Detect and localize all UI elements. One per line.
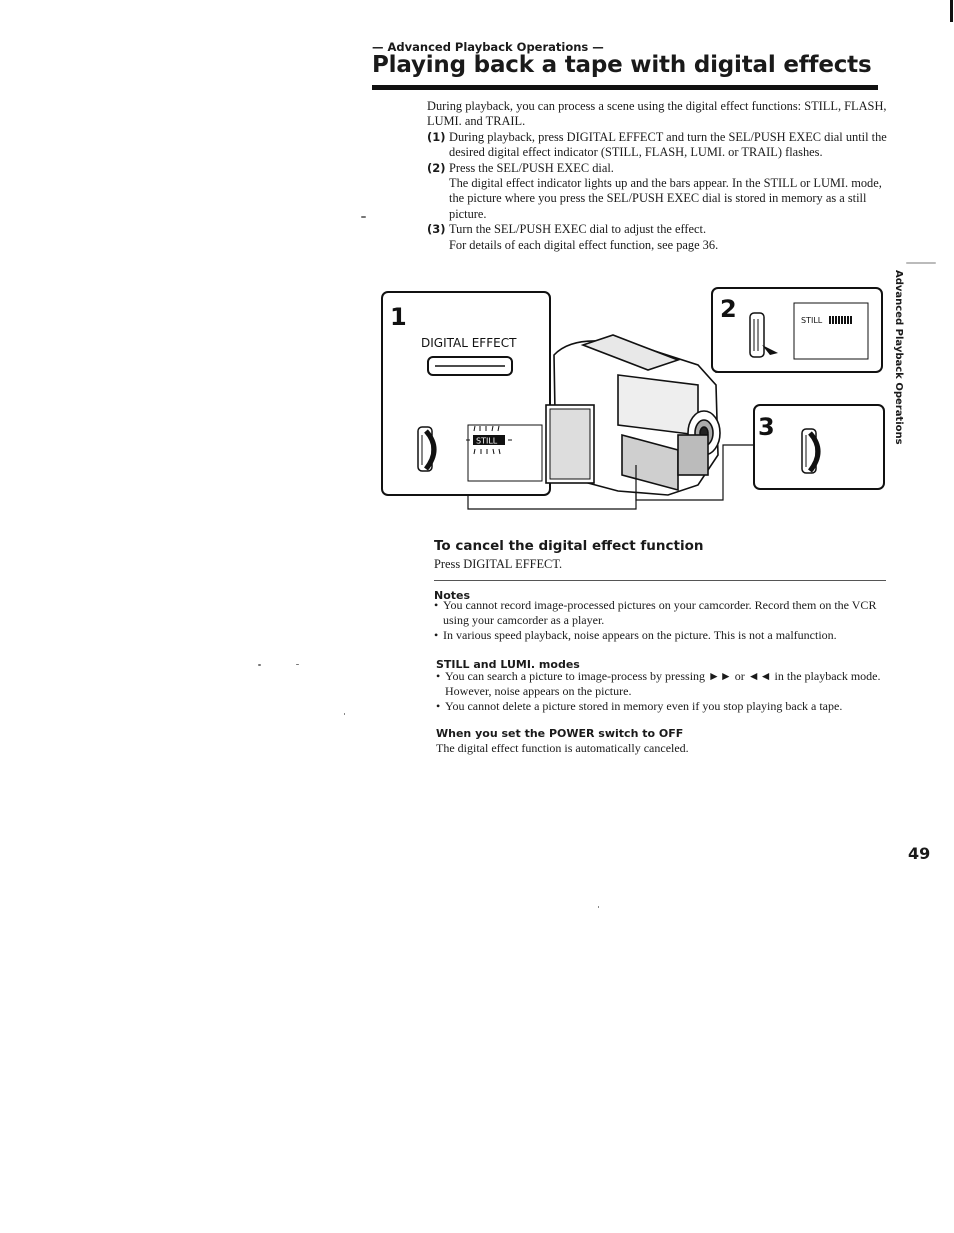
edge-mark bbox=[950, 0, 953, 22]
section-label: — Advanced Playback Operations — bbox=[372, 40, 604, 54]
step-text: During playback, press DIGITAL EFFECT and turn the SEL/PUSH EXEC dial until the desired digital effect indicator (STILL, FLASH, LUMI. or TRAIL) flashes. bbox=[449, 129, 887, 160]
title-rule bbox=[372, 85, 878, 90]
step-detail: The digital effect indicator lights up and the bars appear. In the STILL or LUMI. mode, the picture where you press the SEL/PUSH EXEC dial is stored in memory as a still picture. bbox=[449, 176, 882, 221]
page-title: Playing back a tape with digital effects bbox=[372, 52, 872, 78]
digital-effect-label: DIGITAL EFFECT bbox=[421, 336, 517, 350]
scan-speck bbox=[344, 713, 345, 715]
viewfinder-screen bbox=[466, 425, 542, 481]
intro-paragraph: During playback, you can process a scene using the digital effect functions: STILL, FLASH, LUMI. and TRAIL. bbox=[427, 99, 887, 129]
step-2 bbox=[427, 161, 887, 223]
flashing-still-indicator: STILL bbox=[476, 436, 498, 446]
scan-speck bbox=[258, 664, 261, 666]
instructions bbox=[427, 99, 887, 253]
step-3 bbox=[427, 222, 887, 253]
step-number: (3) bbox=[427, 222, 446, 237]
side-tab-label: Advanced Playback Operations bbox=[893, 270, 904, 445]
notes-list bbox=[434, 598, 884, 643]
panel-3-number: 3 bbox=[758, 413, 775, 441]
step-detail: For details of each digital effect function, see page 36. bbox=[449, 237, 719, 252]
sel-push-exec-dial-icon bbox=[418, 427, 434, 471]
panel-2-screen bbox=[794, 303, 868, 359]
step-number: (2) bbox=[427, 160, 446, 175]
scan-speck bbox=[598, 906, 599, 908]
camcorder-body bbox=[546, 335, 720, 495]
power-switch-heading: When you set the POWER switch to OFF bbox=[436, 727, 684, 740]
note-item: • You can search a picture to image-process by pressing ►► or ◄◄ in the playback mode. However, noise appears on the picture. bbox=[436, 669, 886, 699]
turn-dial-icon bbox=[802, 429, 818, 473]
power-switch-text: The digital effect function is automatically canceled. bbox=[436, 741, 689, 755]
step-text: Turn the SEL/PUSH EXEC dial to adjust the effect. bbox=[449, 222, 707, 237]
side-tab bbox=[888, 270, 910, 445]
step-number: (1) bbox=[427, 129, 446, 144]
still-lumi-heading: STILL and LUMI. modes bbox=[436, 658, 580, 671]
notes-rule bbox=[434, 580, 886, 581]
cancel-heading: To cancel the digital effect function bbox=[434, 538, 704, 554]
panel-1-number: 1 bbox=[390, 303, 407, 331]
cancel-text: Press DIGITAL EFFECT. bbox=[434, 557, 563, 571]
still-indicator: STILL bbox=[801, 316, 823, 325]
scan-speck bbox=[296, 664, 299, 665]
note-item: • You cannot delete a picture stored in memory even if you stop playing back a tape. bbox=[436, 699, 886, 714]
notes-heading: Notes bbox=[434, 589, 471, 602]
panel-2-number: 2 bbox=[720, 295, 737, 323]
step-text: Press the SEL/PUSH EXEC dial. bbox=[449, 160, 614, 175]
note-item: • In various speed playback, noise appears on the picture. This is not a malfunction. bbox=[434, 628, 884, 643]
scan-speck bbox=[906, 262, 936, 264]
still-lumi-notes bbox=[436, 669, 886, 714]
scan-speck bbox=[361, 216, 366, 218]
note-item: • You cannot record image-processed pictures on your camcorder. Record them on the VCR using your camcorder as a player. bbox=[434, 598, 884, 628]
camcorder-illustration bbox=[378, 285, 888, 510]
page-number: 49 bbox=[908, 844, 931, 863]
step-1 bbox=[427, 130, 887, 161]
